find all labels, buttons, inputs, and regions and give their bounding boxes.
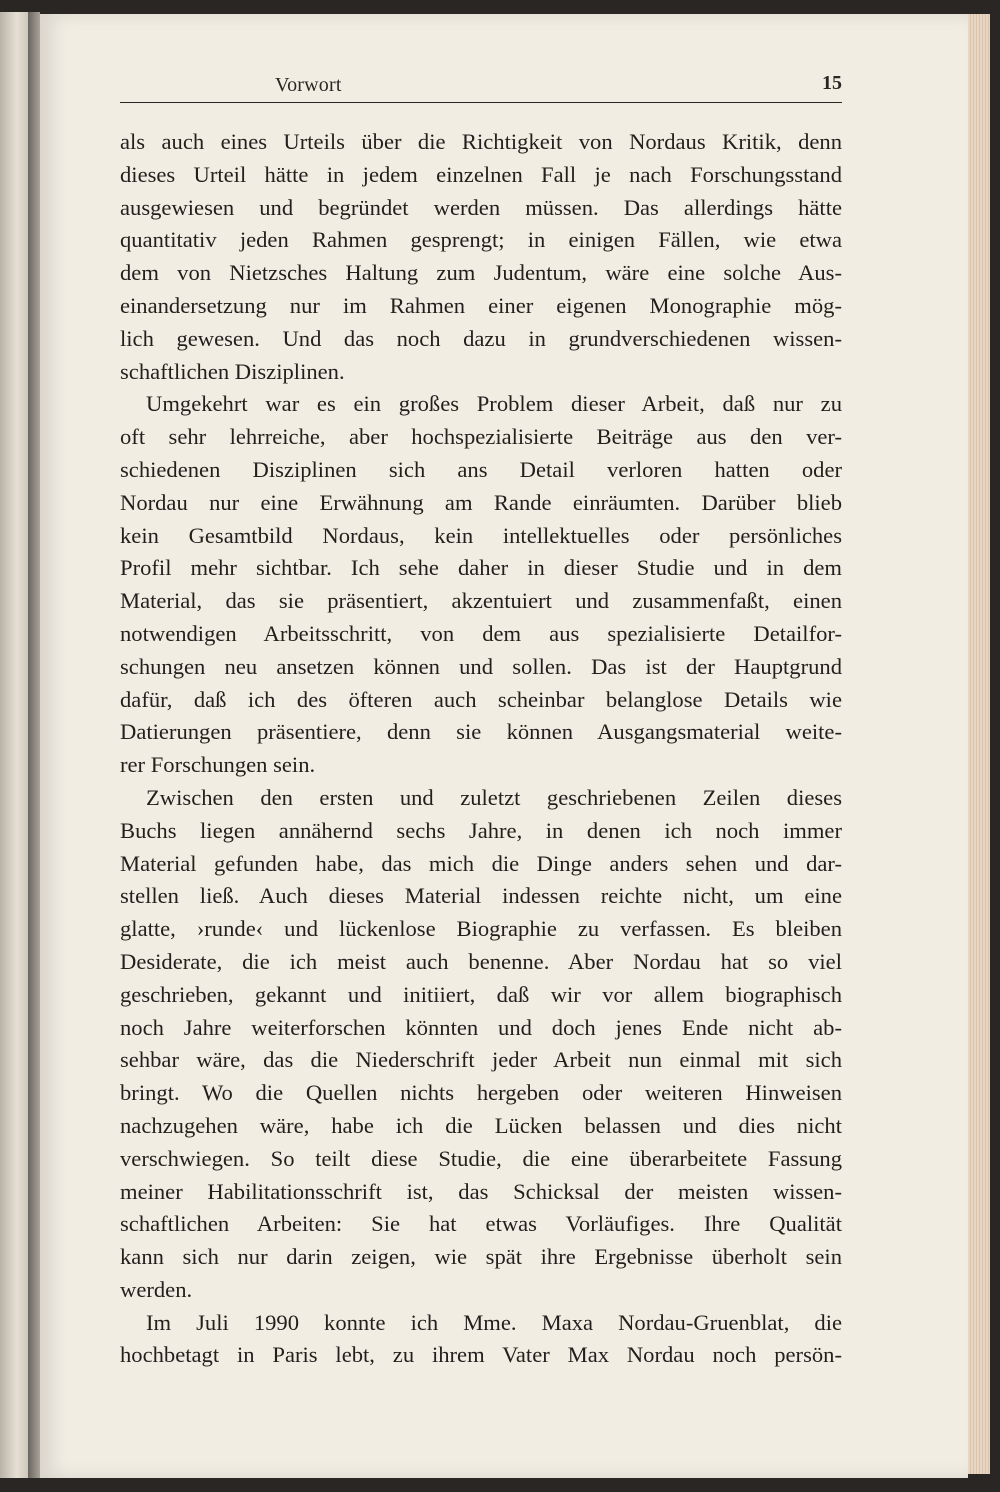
text-line: notwendigen Arbeitsschritt, von dem aus spezialisierte Detailfor-	[120, 620, 842, 646]
text-line: Desiderate, die ich meist auch benenne. Aber Nordau hat so viel	[120, 948, 842, 974]
text-line: schungen neu ansetzen können und sollen. Das ist der Hauptgrund	[120, 653, 842, 679]
text-line: dafür, daß ich des öfteren auch scheinbar belanglose Details wie	[120, 686, 842, 712]
text-line: quantitativ jeden Rahmen gesprengt; in einigen Fällen, wie etwa	[120, 227, 842, 253]
text-line: Material, das sie präsentiert, akzentuiert und zusammenfaßt, einen	[120, 588, 842, 614]
text-line: glatte, ›runde‹ und lückenlose Biographie zu verfassen. Es bleiben	[120, 916, 842, 942]
page-number: 15	[822, 72, 842, 94]
text-line: dieses Urteil hätte in jedem einzelnen Fall je nach Forschungsstand	[120, 161, 842, 187]
book-gutter	[28, 12, 40, 1478]
text-line: schaftlichen Arbeiten: Sie hat etwas Vorläufiges. Ihre Qualität	[120, 1211, 842, 1237]
text-line: einandersetzung nur im Rahmen einer eigenen Monographie mög-	[120, 292, 842, 318]
text-line: schaftlichen Disziplinen.	[120, 358, 345, 384]
text-line: werden.	[120, 1276, 193, 1302]
text-line: rer Forschungen sein.	[120, 752, 316, 778]
text-line: als auch eines Urteils über die Richtigkeit von Nordaus Kritik, denn	[120, 129, 842, 154]
text-line: stellen ließ. Auch dieses Material indessen reichte nicht, um eine	[120, 883, 842, 909]
text-line: bringt. Wo die Quellen nichts hergeben oder weiteren Hinweisen	[120, 1080, 842, 1106]
facing-page-edge	[0, 12, 28, 1478]
text-line: Im Juli 1990 konnte ich Mme. Maxa Nordau-Gruenblat, die	[146, 1309, 842, 1335]
page-header	[120, 70, 842, 103]
text-line: dem von Nietzsches Haltung zum Judentum, wäre eine solche Aus-	[120, 260, 842, 286]
text-line: Umgekehrt war es ein großes Problem dieser Arbeit, daß nur zu	[146, 391, 842, 417]
text-line: noch Jahre weiterforschen könnten und doch jenes Ende nicht ab-	[120, 1014, 842, 1040]
body-text	[120, 126, 842, 1372]
text-line: Buchs liegen annähernd sechs Jahre, in denen ich noch immer	[120, 817, 842, 843]
text-line: nachzugehen wäre, habe ich die Lücken belassen und dies nicht	[120, 1112, 842, 1138]
text-line: sehbar wäre, das die Niederschrift jeder Arbeit nun einmal mit sich	[120, 1047, 842, 1073]
text-line: geschrieben, gekannt und initiiert, daß wir vor allem biographisch	[120, 981, 842, 1007]
text-line: Profil mehr sichtbar. Ich sehe daher in dieser Studie und in dem	[120, 555, 842, 581]
text-line: Nordau nur eine Erwähnung am Rande einräumten. Darüber blieb	[120, 489, 842, 515]
text-line: hochbetagt in Paris lebt, zu ihrem Vater Max Nordau noch persön-	[120, 1342, 842, 1368]
text-line: oft sehr lehrreiche, aber hochspezialisierte Beiträge aus den ver-	[120, 424, 842, 450]
text-line: Material gefunden habe, das mich die Dinge anders sehen und dar-	[120, 850, 842, 876]
text-line: ausgewiesen und begründet werden müssen. Das allerdings hätte	[120, 194, 842, 220]
running-title: Vorwort	[275, 74, 342, 96]
text-line: lich gewesen. Und das noch dazu in grundverschiedenen wissen-	[120, 325, 842, 351]
page-stack-edge	[968, 14, 990, 1474]
text-line: kann sich nur darin zeigen, wie spät ihre Ergebnisse überholt sein	[120, 1244, 842, 1270]
text-line: meiner Habilitationsschrift ist, das Schicksal der meisten wissen-	[120, 1178, 842, 1204]
text-line: Zwischen den ersten und zuletzt geschriebenen Zeilen dieses	[146, 784, 842, 810]
text-line: verschwiegen. So teilt diese Studie, die eine überarbeitete Fassung	[120, 1145, 842, 1171]
text-line: Datierungen präsentiere, denn sie können Ausgangsmaterial weite-	[120, 719, 842, 745]
text-line: kein Gesamtbild Nordaus, kein intellektuelles oder persönliches	[120, 522, 842, 548]
text-line: schiedenen Disziplinen sich ans Detail verloren hatten oder	[120, 456, 842, 482]
